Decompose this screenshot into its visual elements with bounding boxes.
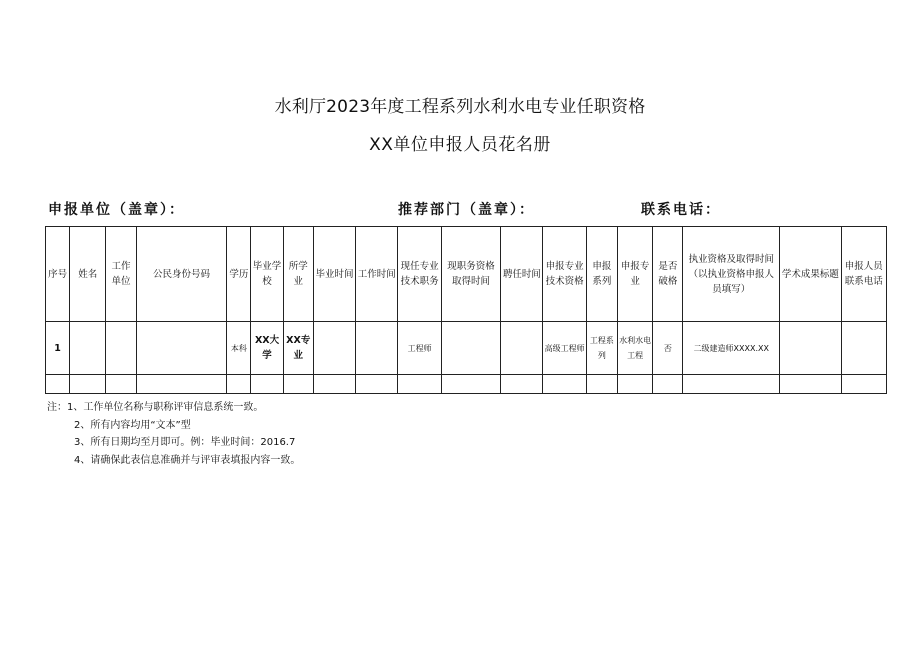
- cell-current-title: 工程师: [398, 322, 441, 375]
- contact-phone-label: 联系电话：: [641, 202, 721, 218]
- header-current-title-time: 现职务资格取得时间: [441, 227, 500, 322]
- cell-major: XX专业: [283, 322, 313, 375]
- note-2: 2、所有内容均用“文本”型: [74, 419, 191, 431]
- table-row: [46, 375, 887, 394]
- header-grad-time: 毕业时间: [313, 227, 355, 322]
- cell-apply-major: 水利水电工程: [617, 322, 652, 375]
- document-title-line1: 水利厅2023年度工程系列水利水电专业任职资格: [274, 97, 646, 117]
- header-hire-time: 聘任时间: [501, 227, 543, 322]
- cell-apply-series: 工程系列: [586, 322, 617, 375]
- header-current-title: 现任专业技术职务: [398, 227, 441, 322]
- header-contact: 申报人员联系电话: [841, 227, 886, 322]
- header-achievements: 学术成果标题: [780, 227, 841, 322]
- roster-table: [45, 226, 887, 394]
- header-apply-series: 申报系列: [586, 227, 617, 322]
- header-apply-major: 申报专业: [617, 227, 652, 322]
- cell-education: 本科: [227, 322, 251, 375]
- header-apply-title: 申报专业技术资格: [543, 227, 586, 322]
- header-row: [46, 227, 887, 322]
- header-work-unit: 工作单位: [106, 227, 136, 322]
- cell-hire-time: [501, 322, 543, 375]
- table-row: [46, 322, 887, 375]
- note-4: 4、请确保此表信息准确并与评审表填报内容一致。: [74, 454, 301, 466]
- header-work-time: 工作时间: [356, 227, 398, 322]
- header-name: 姓名: [70, 227, 106, 322]
- notes-section: [47, 399, 300, 469]
- cell-seq: 1: [46, 322, 70, 375]
- applicant-unit-label: 申报单位（盖章）：: [48, 202, 185, 218]
- cell-contact: [841, 322, 886, 375]
- cell-school: XX大学: [251, 322, 283, 375]
- cell-work-time: [356, 322, 398, 375]
- cell-exception: 否: [653, 322, 683, 375]
- note-1: 注：1、工作单位名称与职称评审信息系统一致。: [47, 402, 264, 413]
- header-seq: 序号: [46, 227, 70, 322]
- cell-id-number: [136, 322, 227, 375]
- header-education: 学历: [227, 227, 251, 322]
- cell-name: [70, 322, 106, 375]
- cell-work-unit: [106, 322, 136, 375]
- header-major: 所学业: [283, 227, 313, 322]
- recommending-dept-label: 推荐部门（盖章）：: [398, 202, 535, 218]
- header-exception: 是否破格: [653, 227, 683, 322]
- note-3: 3、所有日期均至月即可。例：毕业时间：2016.7: [74, 437, 296, 448]
- cell-grad-time: [313, 322, 355, 375]
- header-id-number: 公民身份号码: [136, 227, 227, 322]
- document-title-line2: XX单位申报人员花名册: [369, 135, 551, 155]
- cell-apply-title: 高级工程师: [543, 322, 586, 375]
- cell-certification: 二级建造师XXXX.XX: [683, 322, 780, 375]
- cell-current-title-time: [441, 322, 500, 375]
- cell-achievements: [780, 322, 841, 375]
- header-certification: 执业资格及取得时间（以执业资格申报人员填写）: [683, 227, 780, 322]
- header-school: 毕业学校: [251, 227, 283, 322]
